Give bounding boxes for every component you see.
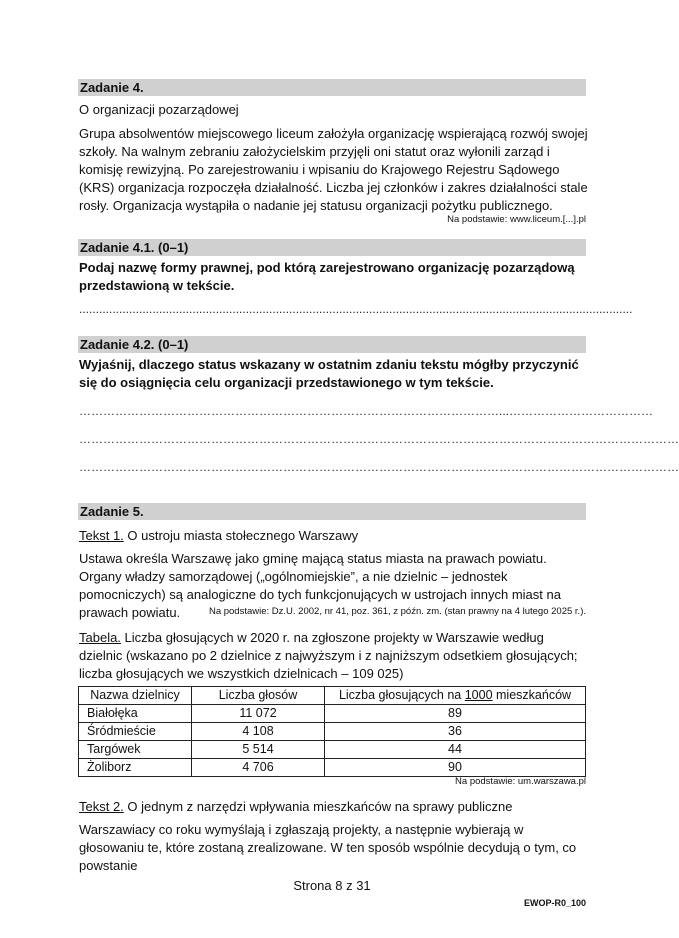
task42-question: Wyjaśnij, dlaczego status wskazany w ostatnim zdaniu tekstu mógłby przyczynić się do osiągnięcia celu organizacji przedstawionego w tym tekście. (79, 357, 579, 390)
cell-district: Targówek (79, 741, 192, 759)
task42-answer-line-2[interactable]: …………………………………………………………………………………………………………………………………… (79, 432, 679, 446)
table-source: Na podstawie: um.warszawa.pl (455, 776, 586, 787)
task4-header: Zadanie 4. (78, 79, 586, 96)
cell-votes: 5 514 (192, 741, 325, 759)
col-header-per1000-c: mieszkańców (492, 688, 572, 702)
task41-answer-line[interactable]: ...................................................................................................................................................................... (79, 302, 633, 316)
task42-answer-line-1[interactable]: ……………………………………………………………………………………………...……………………………… (79, 404, 654, 418)
cell-per1000: 89 (325, 705, 586, 723)
voters-table (78, 686, 586, 777)
cell-votes: 4 706 (192, 759, 325, 777)
table-header-row (79, 687, 586, 705)
task5-header: Zadanie 5. (78, 503, 586, 520)
task42-header: Zadanie 4.2. (0–1) (78, 336, 586, 353)
task42-answer-line-3[interactable]: …………………………………………………………………………………………………………………………………… (79, 460, 679, 474)
table-row (79, 723, 586, 741)
cell-district: Białołęka (79, 705, 192, 723)
table-caption: Liczba głosujących w 2020 r. na zgłoszone projekty w Warszawie według dzielnic (wskazano po 2 dzielnice z najwyższym i z najniższym odsetkiem głosujących; liczba głosujących we wszystkich dzielnicach – 109 025) (79, 630, 578, 681)
page-number: Strona 8 z 31 (293, 878, 371, 893)
table-row (79, 705, 586, 723)
task4-subtitle: O organizacji pozarządowej (79, 102, 239, 117)
text1-label: Tekst 1. (79, 528, 124, 543)
text1-body: Ustawa określa Warszawę jako gminę mającą status miasta na prawach powiatu. Organy władzy samorządowej („ogólnomiejskie”, a nie dzielnic – jednostek pomocniczych) są analogiczne do tych funkcjonujących w ustrojach innych miast na prawach powiatu. (79, 551, 561, 620)
text2-body: Warszawiacy co roku wymyślają i zgłaszają projekty, a następnie wybierają w głosowaniu te, które zostaną zrealizowane. W ten sposób wspólnie decydują o tym, co powstanie (79, 822, 577, 873)
exam-code: EWOP-R0_100 (523, 898, 586, 908)
text2-title: O jednym z narzędzi wpływania mieszkańców na sprawy publiczne (123, 799, 513, 814)
table-row (79, 741, 586, 759)
text2-heading (79, 798, 589, 816)
task4-paragraph: Grupa absolwentów miejscowego liceum założyła organizację wspierającą rozwój swojej szkoły. Na walnym zebraniu założycielskim przyjęli oni statut oraz wyłonili zarząd i komisję rewizyjną. Po zarejestrowaniu i wpisaniu do Krajowego Rejestru Sądowego (KRS) organizacja rozpoczęła działalność. Liczba jej członków i zakres działalności stale rosły. Organizacja wystąpiła o nadanie jej statusu organizacji pożytku publicznego. (79, 126, 588, 213)
cell-per1000: 36 (325, 723, 586, 741)
text2-label: Tekst 2. (79, 799, 124, 814)
col-header-per1000-a: Liczba głosujących na (338, 688, 465, 702)
cell-per1000: 44 (325, 741, 586, 759)
cell-votes: 11 072 (192, 705, 325, 723)
col-header-per1000-b: 1000 (464, 688, 493, 702)
text1-title: O ustroju miasta stołecznego Warszawy (123, 528, 359, 543)
col-header-votes: Liczba głosów (192, 687, 325, 705)
task41-question: Podaj nazwę formy prawnej, pod którą zarejestrowano organizację pozarządową przedstawioną w tekście. (79, 260, 575, 293)
table-row (79, 759, 586, 777)
task41-header: Zadanie 4.1. (0–1) (78, 239, 586, 256)
col-header-district: Nazwa dzielnicy (79, 687, 192, 705)
col-header-per1000 (325, 687, 586, 705)
task4-source: Na podstawie: www.liceum.[...].pl (447, 214, 586, 225)
cell-district: Śródmieście (79, 723, 192, 741)
cell-votes: 4 108 (192, 723, 325, 741)
table-label: Tabela. (79, 630, 121, 645)
cell-per1000: 90 (325, 759, 586, 777)
table-caption-block (79, 629, 579, 683)
text1-heading (79, 527, 589, 545)
text1-source: Na podstawie: Dz.U. 2002, nr 41, poz. 361, z późn. zm. (stan prawny na 4 lutego 2025 r.). (208, 606, 586, 617)
cell-district: Żoliborz (79, 759, 192, 777)
